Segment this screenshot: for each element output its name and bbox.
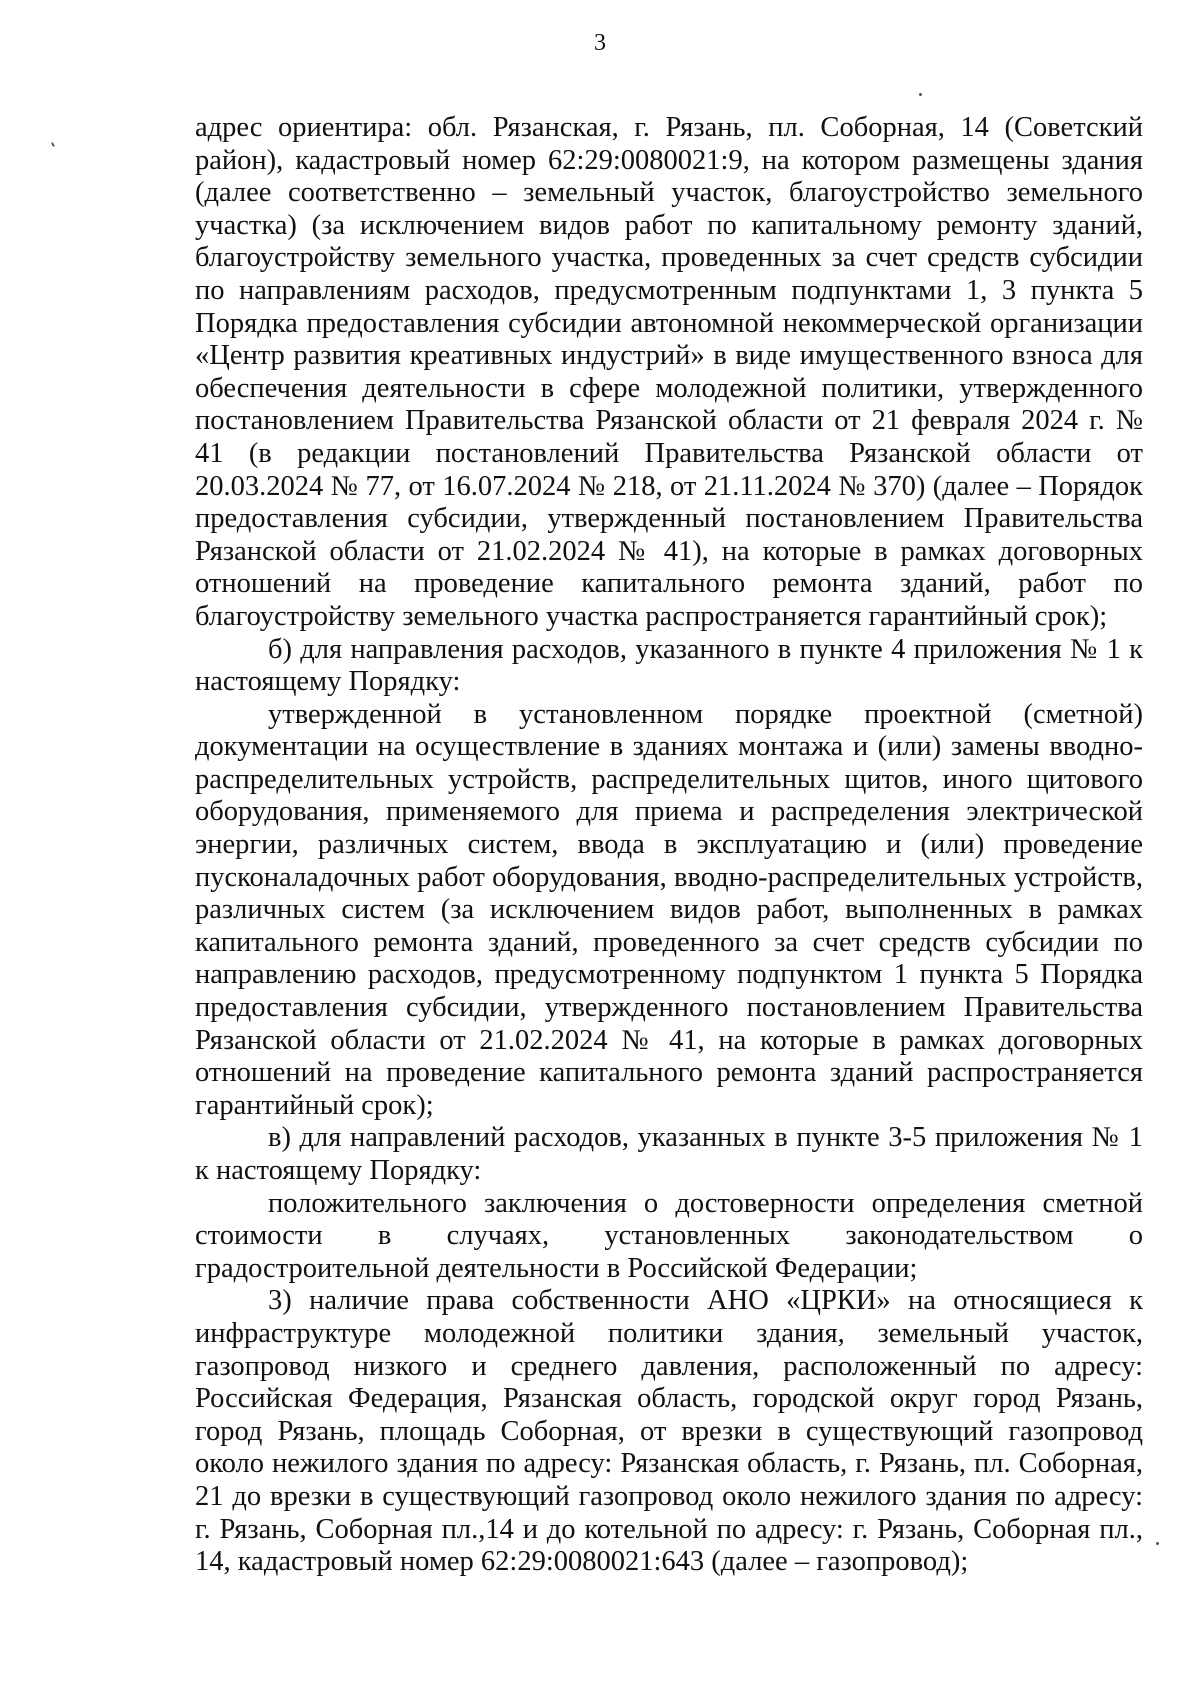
paragraph-positive-conclusion: положительного заключения о достоверности определения сметной стоимости в случаях, установленных законодательством о градостроительной деятельности в Российской Федерации; — [195, 1187, 1143, 1284]
scan-speck — [919, 93, 922, 96]
paragraph-address-continuation: адрес ориентира: обл. Рязанская, г. Рязань, пл. Соборная, 14 (Советский район), кадастровый номер 62:29:0080021:9, на котором размещены здания (далее соответственно – земельный участок, благоустройство земельного участка) (за исключением видов работ по капитальному ремонту зданий, благоустройству земельного участка, проведенных за счет средств субсидии по направлениям расходов, предусмотренным подпунктами 1, 3 пункта 5 Порядка предоставления субсидии автономной некоммерческой организации «Центр развития креативных индустрий» в виде имущественного взноса для обеспечения деятельности в сфере молодежной политики, утвержденного постановлением Правительства Рязанской области от 21 февраля 2024 г. № 41 (в редакции постановлений Правительства Рязанской области от 20.03.2024 № 77, от 16.07.2024 № 218, от 21.11.2024 № 370) (далее – Порядок предоставления субсидии, утвержденный постановлением Правительства Рязанской области от 21.02.2024 № 41), на которые в рамках договорных отношений на проведение капитального ремонта зданий, работ по благоустройству земельного участка распространяется гарантийный срок); — [195, 112, 1143, 632]
paragraph-design-documentation: утвержденной в установленном порядке проектной (сметной) документации на осуществление в зданиях монтажа и (или) замены вводно-распределительных устройств, распределительных щитов, иного щитового оборудования, применяемого для приема и распределения электрической энергии, различных систем, ввода в эксплуатацию и (или) проведение пусконаладочных работ оборудования, вводно-распределительных устройств, различных систем (за исключением видов работ, выполненных в рамках капитального ремонта зданий, проведенного за счет средств субсидии по направлению расходов, предусмотренному подпунктом 1 пункта 5 Порядка предоставления субсидии, утвержденного постановлением Правительства Рязанской области от 21.02.2024 № 41, на которые в рамках договорных отношений на проведение капитального ремонта зданий распространяется гарантийный срок); — [195, 698, 1143, 1121]
paragraph-item-3-ownership: 3) наличие права собственности АНО «ЦРКИ» на относящиеся к инфраструктуре молодежной политики здания, земельный участок, газопровод низкого и среднего давления, расположенный по адресу: Российская Федерация, Рязанская область, городской округ город Рязань, город Рязань, площадь Соборная, от врезки в существующий газопровод около нежилого здания по адресу: Рязанская область, г. Рязань, пл. Соборная, 21 до врезки в существующий газопровод около нежилого здания по адресу: г. Рязань, Соборная пл.,14 и до котельной по адресу: г. Рязань, Соборная пл., 14, кадастровый номер 62:29:0080021:643 (далее – газопровод); — [195, 1285, 1143, 1578]
document-body — [195, 112, 1143, 1579]
paragraph-item-b: б) для направления расходов, указанного в пункте 4 приложения № 1 к настоящему Порядку: — [195, 633, 1143, 698]
scan-speck — [1156, 1542, 1159, 1545]
paragraph-item-v: в) для направлений расходов, указанных в пункте 3-5 приложения № 1 к настоящему Порядку: — [195, 1122, 1143, 1186]
page-number: 3 — [594, 30, 606, 56]
scan-speck — [51, 142, 55, 147]
